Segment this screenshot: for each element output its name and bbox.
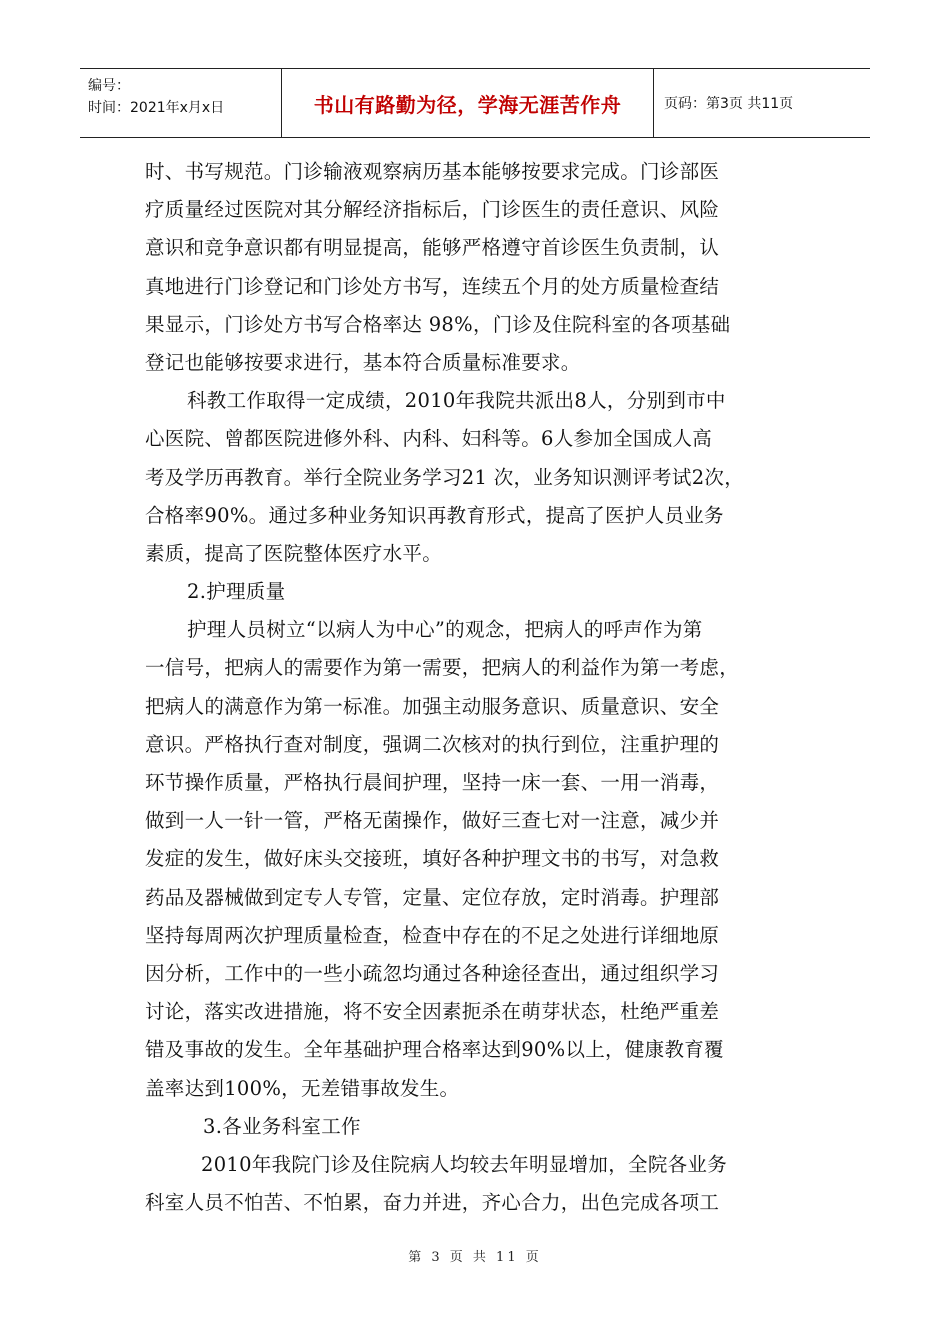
body-line: 登记也能够按要求进行，基本符合质量标准要求。 <box>145 350 581 374</box>
header-page-number: 页码：第3页 共11页 <box>664 96 794 112</box>
body-line: 果显示，门诊处方书写合格率达 98%，门诊及住院科室的各项基础 <box>145 312 731 336</box>
body-line: 讨论，落实改进措施，将不安全因素扼杀在萌芽状态，杜绝严重差 <box>145 1000 720 1024</box>
body-line: 坚持每周两次护理质量检查，检查中存在的不足之处进行详细地原 <box>145 923 720 947</box>
body-line: 护理人员树立“以病人为中心”的观念，把病人的呼声作为第 <box>187 618 703 642</box>
body-line: 科教工作取得一定成绩，2010年我院共派出8人，分别到市中 <box>187 389 726 413</box>
body-line: 盖率达到100%，无差错事故发生。 <box>145 1076 460 1100</box>
document-number-label: 编号： <box>88 78 130 94</box>
body-line: 意识。严格执行查对制度，强调二次核对的执行到位，注重护理的 <box>145 732 720 756</box>
body-line: 考及学历再教育。举行全院业务学习21 次，业务知识测评考试2次， <box>145 465 745 489</box>
body-line: 时、书写规范。门诊输液观察病历基本能够按要求完成。门诊部医 <box>145 160 720 183</box>
page-header <box>80 68 870 138</box>
body-line: 疗质量经过医院对其分解经济指标后，门诊医生的责任意识、风险 <box>145 198 720 222</box>
body-line: 一信号，把病人的需要作为第一需要，把病人的利益作为第一考虑， <box>145 656 740 680</box>
body-line: 环节操作质量，严格执行晨间护理，坚持一床一套、一用一消毒， <box>145 771 720 794</box>
body-line: 真地进行门诊登记和门诊处方书写，连续五个月的处方质量检查结 <box>145 274 720 298</box>
body-line: 因分析，工作中的一些小疏忽均通过各种途径查出，通过组织学习 <box>145 961 720 985</box>
body-line: 发症的发生，做好床头交接班，填好各种护理文书的书写，对急救 <box>145 847 720 871</box>
header-page-cell <box>654 69 870 137</box>
document-time-label: 时间：2021年x月x日 <box>88 100 225 116</box>
body-line: 2010年我院门诊及住院病人均较去年明显增加，全院各业务 <box>201 1152 728 1176</box>
header-meta-cell <box>80 69 282 137</box>
page-footer-number: 第 3 页 共 11 页 <box>408 1250 542 1265</box>
document-body <box>145 153 825 1222</box>
section-heading: 2.护理质量 <box>187 580 286 604</box>
body-line: 做到一人一针一管，严格无菌操作，做好三查七对一注意，减少并 <box>145 809 720 833</box>
body-line: 把病人的满意作为第一标准。加强主动服务意识、质量意识、安全 <box>145 694 720 718</box>
body-line: 素质，提高了医院整体医疗水平。 <box>145 541 443 565</box>
body-line: 科室人员不怕苦、不怕累，奋力并进，齐心合力，出色完成各项工 <box>145 1191 720 1215</box>
header-motto-cell <box>282 69 654 137</box>
body-line: 错及事故的发生。全年基础护理合格率达到90%以上，健康教育覆 <box>145 1038 724 1062</box>
body-line: 意识和竞争意识都有明显提高，能够严格遵守首诊医生负责制，认 <box>145 236 720 260</box>
header-motto: 书山有路勤为径，学海无涯苦作舟 <box>313 92 622 117</box>
section-heading: 3.各业务科室工作 <box>203 1114 361 1138</box>
body-line: 药品及器械做到定专人专管，定量、定位存放，定时消毒。护理部 <box>145 885 720 909</box>
body-line: 心医院、曾都医院进修外科、内科、妇科等。6人参加全国成人高 <box>145 427 713 451</box>
body-line: 合格率90%。通过多种业务知识再教育形式，提高了医护人员业务 <box>145 503 724 527</box>
